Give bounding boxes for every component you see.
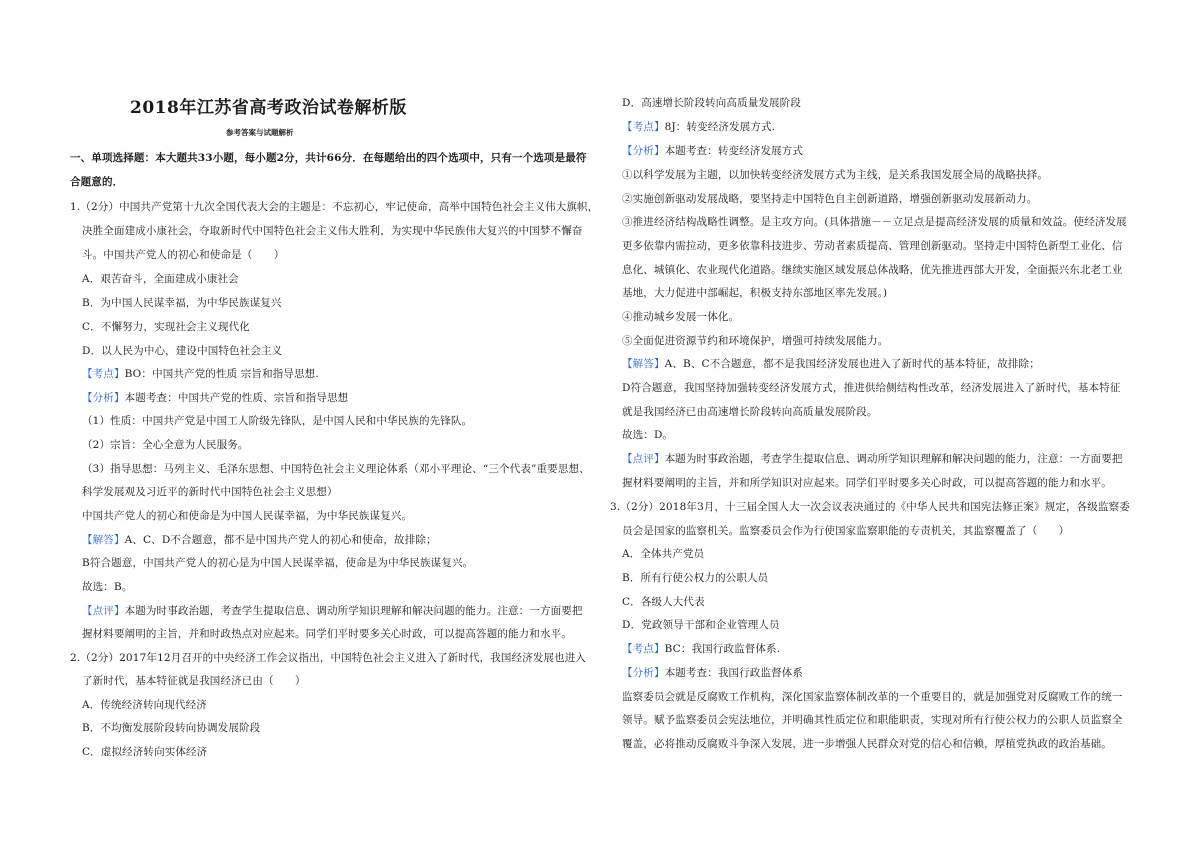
question-2-analysis-line: ③推进经济结构战略性调整。是主攻方向。(具体措施－－立足点是提高经济发展的质量和效益。使经济发展 bbox=[622, 216, 1127, 228]
section-tag: 【分析】 bbox=[622, 667, 665, 679]
question-1-analysis: 【分析】本题考查：中国共产党的性质、宗旨和指导思想 bbox=[82, 392, 349, 404]
question-2-option-a: A．传统经济转向现代经济 bbox=[82, 699, 207, 711]
question-1-option-c: C．不懈努力，实现社会主义现代化 bbox=[82, 321, 250, 333]
question-2-analysis-line: ⑤全面促进资源节约和环境保护，增强可持续发展能力。 bbox=[622, 335, 889, 347]
section-tag: 【考点】 bbox=[622, 121, 665, 133]
question-3-option-c: C．各级人大代表 bbox=[622, 596, 705, 608]
question-2-analysis-line: 基地，大力促进中部崛起，积极支持东部地区率先发展。) bbox=[622, 287, 888, 299]
question-2-answer-line: 就是我国经济已由高速增长阶段转向高质量发展阶段。 bbox=[622, 406, 878, 418]
question-3-option-d: D．党政领导干部和企业管理人员 bbox=[622, 619, 780, 631]
question-2-analysis-line: ④推动城乡发展一体化。 bbox=[622, 311, 740, 323]
question-1-option-b: B．为中国人民谋幸福，为中华民族谋复兴 bbox=[82, 297, 282, 309]
question-2-analysis-line: 更多依靠内需拉动，更多依靠科技进步、劳动者素质提高、管理创新驱动。坚持走中国特色新型工业化、信 bbox=[622, 240, 1123, 252]
section-heading: 一、单项选择题：本大题共33小题，每小题2分，共计66分．在每题给出的四个选项中，只有一个选项是最符 bbox=[70, 152, 587, 164]
question-3-stem: 3.（2分）2018年3月，十三届全国人大一次会议表决通过的《中华人民共和国宪法修正案》规定，各级监察委 bbox=[610, 501, 1130, 513]
question-1-analysis-line: 科学发展观及习近平的新时代中国特色社会主义思想） bbox=[82, 486, 338, 498]
question-2-option-d: D．高速增长阶段转向高质量发展阶段 bbox=[622, 97, 801, 109]
question-2-analysis-line: ②实施创新驱动发展战略，要坚持走中国特色自主创新道路，增强创新驱动发展新动力。 bbox=[622, 193, 1038, 205]
question-1-option-a: A．艰苦奋斗，全面建成小康社会 bbox=[82, 273, 239, 285]
question-3-analysis: 【分析】本题考查：我国行政监督体系 bbox=[622, 667, 804, 679]
section-tag: 【考点】 bbox=[82, 368, 125, 380]
question-2-option-b: B．不均衡发展阶段转向协调发展阶段 bbox=[82, 722, 261, 734]
section-tag: 【解答】 bbox=[622, 358, 665, 370]
question-1-analysis-line: 中国共产党人的初心和使命是为中国人民谋幸福，为中华民族谋复兴。 bbox=[82, 510, 413, 522]
question-3-kaodian: 【考点】BC：我国行政监督体系. bbox=[622, 643, 781, 655]
question-1-comment: 【点评】本题为时事政治题，考查学生提取信息、调动所学知识理解和解决问题的能力。注意：一方面要把 bbox=[82, 605, 583, 617]
question-2-analysis-line: 息化、城镇化、农业现代化道路。继续实施区域发展总体战略，优先推进西部大开发，全面振兴东北老工业 bbox=[622, 264, 1123, 276]
question-3-analysis-line: 覆盖，必将推动反腐败斗争深入发展，进一步增强人民群众对党的信心和信赖，厚植党执政的政治基础。 bbox=[622, 738, 1112, 750]
question-2-analysis-line: ①以科学发展为主题，以加快转变经济发展方式为主线，是关系我国发展全局的战略抉择。 bbox=[622, 169, 1048, 181]
section-tag: 【点评】 bbox=[82, 605, 125, 617]
question-2-comment-cont: 握材料要阐明的主旨，并和所学知识对应起来。同学们平时要多关心时政，可以提高答题的能力和水平。 bbox=[622, 477, 1112, 489]
question-2-answer: 【解答】A、B、C不合题意，都不是我国经济发展也进入了新时代的基本特征，故排除； bbox=[622, 358, 1040, 370]
question-1-stem: 1.（2分）中国共产党第十九次全国代表大会的主题是：不忘初心，牢记使命，高举中国特色社会主义伟大旗帜， bbox=[70, 201, 599, 213]
question-1-analysis-line: （2）宗旨：全心全意为人民服务。 bbox=[82, 439, 249, 451]
question-1-stem-cont: 斗。中国共产党人的初心和使命是（ ） bbox=[82, 249, 285, 261]
question-2-comment: 【点评】本题为时事政治题，考查学生提取信息、调动所学知识理解和解决问题的能力，注意：一方面要把 bbox=[622, 453, 1123, 465]
question-2-kaodian: 【考点】8J：转变经济发展方式. bbox=[622, 121, 776, 133]
question-1-analysis-line: （1）性质：中国共产党是中国工人阶级先锋队，是中国人民和中华民族的先锋队。 bbox=[82, 415, 473, 427]
page-title: 2018年江苏省高考政治试卷解析版 bbox=[130, 98, 407, 118]
question-3-analysis-line: 领导。赋予监察委员会宪法地位，并明确其性质定位和职能职责，实现对所有行使公权力的公职人员监察全 bbox=[622, 714, 1123, 726]
question-1-choice: 故选：B。 bbox=[82, 581, 133, 593]
section-tag: 【分析】 bbox=[622, 145, 665, 157]
section-tag: 【考点】 bbox=[622, 643, 665, 655]
question-1-kaodian: 【考点】BO：中国共产党的性质 宗旨和指导思想. bbox=[82, 368, 319, 380]
question-3-stem-cont: 员会是国家的监察机关。监察委员会作为行使国家监察职能的专责机关，其监察覆盖了（ ） bbox=[622, 525, 1070, 537]
question-1-option-d: D．以人民为中心，建设中国特色社会主义 bbox=[82, 345, 283, 357]
question-1-analysis-line: （3）指导思想：马列主义、毛泽东思想、中国特色社会主义理论体系（邓小平理论、“三个代表”重要思想、 bbox=[82, 463, 590, 475]
question-1-answer: 【解答】A、C、D不合题意，都不是中国共产党人的初心和使命，故排除； bbox=[82, 534, 437, 546]
question-2-stem-cont: 了新时代，基本特征就是我国经济已由（ ） bbox=[82, 675, 306, 687]
section-tag: 【分析】 bbox=[82, 392, 125, 404]
question-2-analysis: 【分析】本题考查：转变经济发展方式 bbox=[622, 145, 804, 157]
question-3-analysis-line: 监察委员会就是反腐败工作机构，深化国家监察体制改革的一个重要目的，就是加强党对反腐败工作的统一 bbox=[622, 691, 1123, 703]
question-2-option-c: C．虚拟经济转向实体经济 bbox=[82, 746, 208, 758]
question-1-answer-line: B符合题意，中国共产党人的初心是为中国人民谋幸福，使命是为中华民族谋复兴。 bbox=[82, 557, 474, 569]
section-heading-cont: 合题意的． bbox=[70, 176, 124, 188]
question-1-stem-cont: 决胜全面建成小康社会，夺取新时代中国特色社会主义伟大胜利，为实现中华民族伟大复兴的中国梦不懈奋 bbox=[82, 225, 583, 237]
section-tag: 【点评】 bbox=[622, 453, 665, 465]
question-3-option-b: B．所有行使公权力的公职人员 bbox=[622, 572, 769, 584]
question-1-comment-cont: 握材料要阐明的主旨，并和时政热点对应起来。同学们平时要多关心时政，可以提高答题的能力和水平。 bbox=[82, 628, 572, 640]
question-3-option-a: A．全体共产党员 bbox=[622, 548, 705, 560]
question-2-stem: 2.（2分）2017年12月召开的中央经济工作会议指出，中国特色社会主义进入了新时代，我国经济发展也进入 bbox=[70, 652, 587, 664]
section-tag: 【解答】 bbox=[82, 534, 125, 546]
question-2-choice: 故选：D。 bbox=[622, 429, 674, 441]
page-subtitle: 参考答案与试题解析 bbox=[226, 128, 294, 137]
question-2-answer-line: D符合题意，我国坚持加强转变经济发展方式，推进供给侧结构性改革，经济发展进入了新时代，基本特征 bbox=[622, 382, 1121, 394]
